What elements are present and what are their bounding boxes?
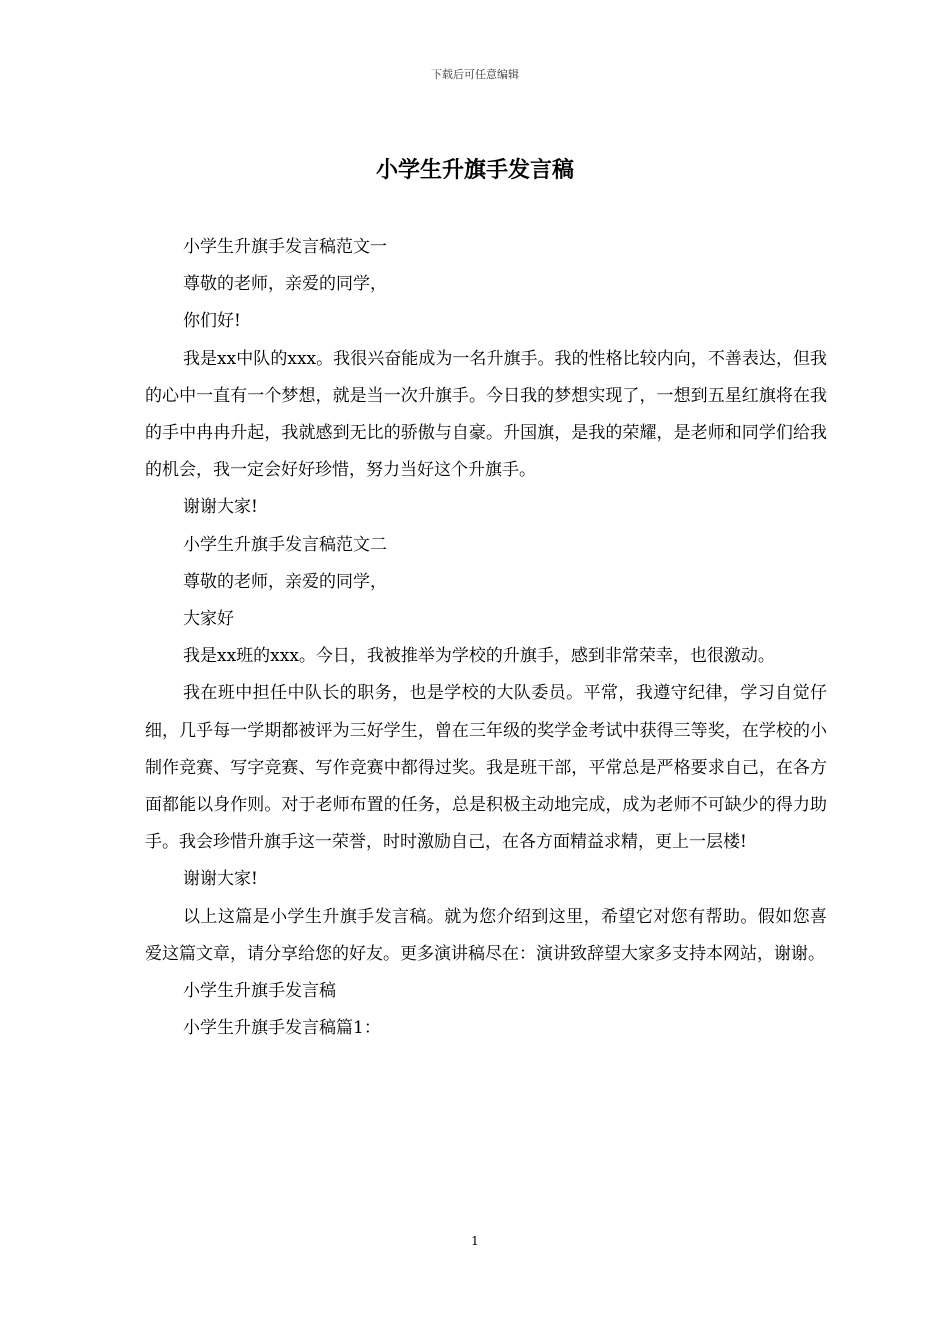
paragraph-closing: 以上这篇是小学生升旗手发言稿。就为您介绍到这里，希望它对您有帮助。假如您喜爱这篇文章，请分享给您的好友。更多演讲稿尽在：演讲致辞望大家多支持本网站，谢谢。 bbox=[145, 906, 827, 964]
header-note: 下载后可任意编辑 bbox=[431, 68, 519, 81]
paragraph-body-2: 我是xx班的xxx。今日，我被推举为学校的升旗手，感到非常荣幸，也很激动。 bbox=[183, 646, 775, 667]
page-number: 1 bbox=[471, 1234, 479, 1248]
paragraph-section-heading-3: 小学生升旗手发言稿 bbox=[183, 981, 336, 1002]
paragraph-greeting-2: 大家好 bbox=[183, 609, 234, 630]
document-title: 小学生升旗手发言稿 bbox=[375, 157, 574, 183]
paragraph-section-heading-4: 小学生升旗手发言稿篇1： bbox=[183, 1018, 381, 1039]
paragraph-section-heading-2: 小学生升旗手发言稿范文二 bbox=[183, 534, 387, 555]
document-body bbox=[145, 229, 827, 1047]
paragraph-greeting-1: 你们好! bbox=[183, 311, 241, 332]
paragraph-thanks-1: 谢谢大家! bbox=[183, 497, 258, 518]
paragraph-salutation-2: 尊敬的老师，亲爱的同学， bbox=[183, 571, 387, 592]
paragraph-body-1: 我是xx中队的xxx。我很兴奋能成为一名升旗手。我的性格比较内向，不善表达，但我的心中一直有一个梦想，就是当一次升旗手。今日我的梦想实现了，一想到五星红旗将在我的手中冉冉升起，我就感到无比的骄傲与自豪。升国旗，是我的荣耀，是老师和同学们给我的机会，我一定会好好珍惜，努力当好这个升旗手。 bbox=[145, 348, 827, 481]
paragraph-thanks-2: 谢谢大家! bbox=[183, 869, 258, 890]
paragraph-section-heading-1: 小学生升旗手发言稿范文一 bbox=[183, 237, 387, 257]
paragraph-body-3: 我在班中担任中队长的职务，也是学校的大队委员。平常，我遵守纪律，学习自觉仔细，几乎每一学期都被评为三好学生，曾在三年级的奖学金考试中获得三等奖，在学校的小制作竞赛、写字竞赛、写作竞赛中都得过奖。我是班干部，平常总是严格要求自己，在各方面都能以身作则。对于老师布置的任务，总是积极主动地完成，成为老师不可缺少的得力助手。我会珍惜升旗手这一荣誉，时时激励自己，在各方面精益求精，更上一层楼! bbox=[145, 683, 827, 853]
paragraph-salutation-1: 尊敬的老师，亲爱的同学， bbox=[183, 274, 387, 295]
